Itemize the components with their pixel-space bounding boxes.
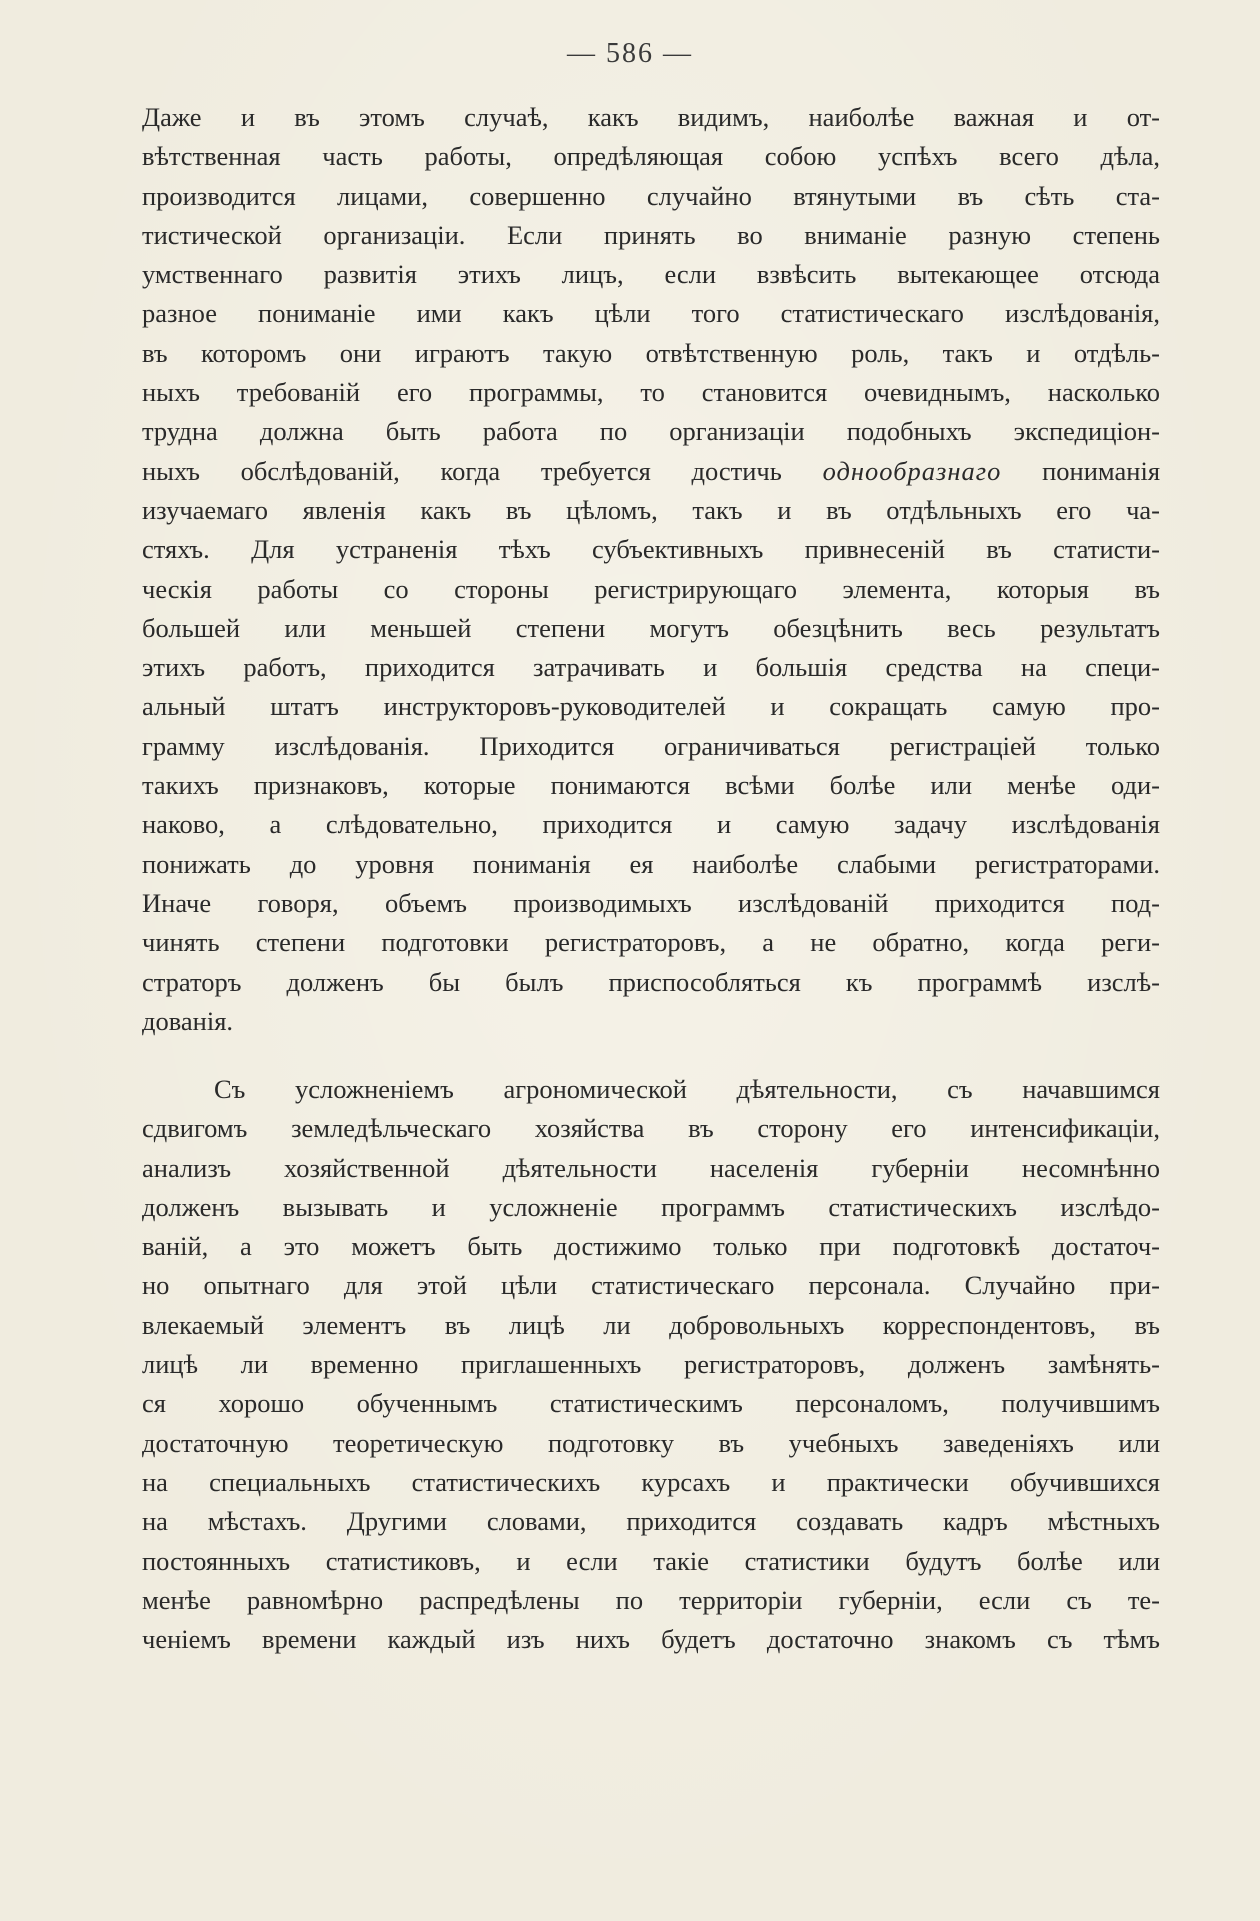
text-line: влекаемый элементъ въ лицѣ ли добровольныхъ корреспондентовъ, въ <box>142 1309 1160 1340</box>
text-line: анализъ хозяйственной дѣятельности населенія губерніи несомнѣнно <box>142 1152 1160 1183</box>
text-line: ныхъ требованій его программы, то становится очевиднымъ, насколько <box>142 377 1160 408</box>
text-line: постоянныхъ статистиковъ, и если такіе статистики будутъ болѣе или <box>142 1545 1160 1576</box>
text-line: умственнаго развитія этихъ лицъ, если взвѣсить вытекающее отсюда <box>142 259 1160 290</box>
text-line: грамму изслѣдованія. Приходится ограничиваться регистраціей только <box>142 730 1160 761</box>
text-segment: пониманія <box>1042 455 1161 486</box>
text-line: наково, а слѣдовательно, приходится и самую задачу изслѣдованія <box>142 809 1160 840</box>
text-line: лицѣ ли временно приглашенныхъ регистраторовъ, долженъ замѣнять- <box>142 1349 1160 1380</box>
text-line: стяхъ. Для устраненія тѣхъ субъективныхъ привнесеній въ статисти- <box>142 534 1160 565</box>
text-line: трудна должна быть работа по организаціи подобныхъ экспедиціон- <box>142 416 1160 447</box>
text-line: долженъ вызывать и усложненіе программъ статистическихъ изслѣдо- <box>142 1191 1160 1222</box>
text-line: чинять степени подготовки регистраторовъ, а не обратно, когда реги- <box>142 927 1160 958</box>
text-line: ся хорошо обученнымъ статистическимъ персоналомъ, получившимъ <box>142 1388 1160 1419</box>
text-line: ченіемъ времени каждый изъ нихъ будетъ достаточно знакомъ съ тѣмъ <box>142 1624 1160 1655</box>
text-line: страторъ долженъ бы былъ приспособляться къ программѣ изслѣ- <box>142 966 1160 997</box>
text-line: ваній, а это можетъ быть достижимо только при подготовкѣ достаточ- <box>142 1231 1160 1262</box>
text-line-with-emphasis <box>142 452 1160 491</box>
text-line: дованія. <box>142 1005 234 1036</box>
text-line: производится лицами, совершенно случайно втянутыми въ сѣть ста- <box>142 180 1160 211</box>
paragraph-2 <box>142 1070 1160 1659</box>
text-line: въ которомъ они играютъ такую отвѣтственную роль, такъ и отдѣль- <box>142 337 1160 368</box>
text-segment: ныхъ обслѣдованій, когда требуется достичь <box>142 455 782 486</box>
text-line: разное пониманіе ими какъ цѣли того статистическаго изслѣдованія, <box>142 298 1160 329</box>
text-line: тистической организаціи. Если принять во вниманіе разную степень <box>142 219 1160 250</box>
page-number: — 586 — <box>567 38 693 69</box>
paragraph-1 <box>142 98 1160 1041</box>
text-line: на мѣстахъ. Другими словами, приходится создавать кадръ мѣстныхъ <box>142 1506 1160 1537</box>
text-line: Иначе говоря, объемъ производимыхъ изслѣдованій приходится под- <box>142 887 1160 918</box>
emphasized-word: однообразнаго <box>822 455 1002 486</box>
text-line: вѣтственная часть работы, опредѣляющая собою успѣхъ всего дѣла, <box>142 141 1160 172</box>
text-line: понижать до уровня пониманія ея наиболѣе слабыми регистраторами. <box>142 848 1160 879</box>
text-line: на специальныхъ статистическихъ курсахъ и практически обучившихся <box>142 1466 1160 1497</box>
text-line: большей или меньшей степени могутъ обезцѣнить весь результатъ <box>142 612 1160 643</box>
text-line: но опытнаго для этой цѣли статистическаго персонала. Случайно при- <box>142 1270 1160 1301</box>
text-line: ческія работы со стороны регистрирующаго элемента, которыя въ <box>142 573 1160 604</box>
text-line: Даже и въ этомъ случаѣ, какъ видимъ, наиболѣе важная и от- <box>142 102 1160 132</box>
text-line: альный штатъ инструкторовъ-руководителей и сокращать самую про- <box>142 691 1160 722</box>
text-line: этихъ работъ, приходится затрачивать и большія средства на специ- <box>142 652 1160 683</box>
text-line: менѣе равномѣрно распредѣлены по территоріи губерніи, если съ те- <box>142 1584 1160 1615</box>
text-line: изучаемаго явленія какъ въ цѣломъ, такъ и въ отдѣльныхъ его ча- <box>142 494 1160 525</box>
text-line: сдвигомъ земледѣльческаго хозяйства въ сторону его интенсификаціи, <box>142 1113 1160 1144</box>
text-line: достаточную теоретическую подготовку въ учебныхъ заведеніяхъ или <box>142 1427 1160 1458</box>
text-line: Съ усложненіемъ агрономической дѣятельности, съ начавшимся <box>214 1074 1160 1104</box>
text-line: такихъ признаковъ, которые понимаются всѣми болѣе или менѣе оди- <box>142 770 1160 801</box>
